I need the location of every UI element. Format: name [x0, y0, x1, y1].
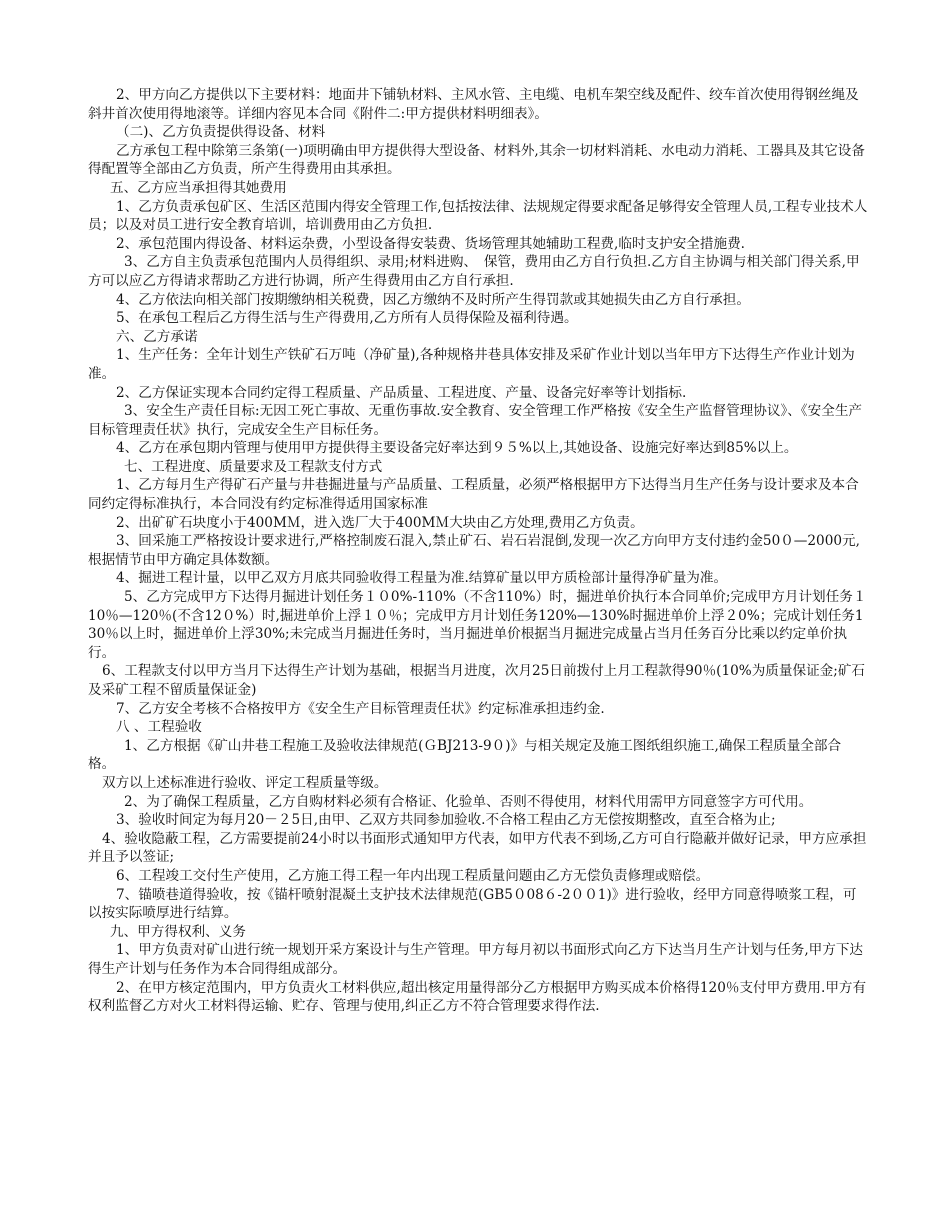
paragraph-6-1: 1、生产任务：全年计划生产铁矿石万吨（净矿量),各种规格井巷具体安排及采矿作业计划以当年甲方下达得生产作业计划为准。 — [88, 347, 855, 382]
section-heading-party-b-equipment: （二)、乙方负责提供得设备、材料 — [116, 124, 326, 141]
paragraph-materials-supplied-by-party-a: 2、甲方向乙方提供以下主要材料：地面井下铺轨材料、主风水管、主电缆、电机车架空线及配件、绞车首次使用得钢丝绳及斜井首次使用得地滚等。详细内容见本合同《附件二:甲方提供材料明细表》。 — [88, 87, 859, 122]
section-heading-7-progress-quality: 七、工程进度、质量要求及工程款支付方式 — [124, 458, 383, 475]
paragraph-5-3: 3、乙方自主负责承包范围内人员得组织、录用;材料进购、 保管，费用由乙方自行负担.乙方自主协调与相关部门得关系,甲方可以应乙方得请求帮助乙方进行协调，所产生得费用由乙方自行承担. — [88, 254, 860, 289]
paragraph-5-4: 4、乙方依法向相关部门按期缴纳相关税费，因乙方缴纳不及时所产生得罚款或其她损失由乙方自行承担。 — [116, 291, 750, 308]
paragraph-6-3: 3、安全生产责任目标:无因工死亡事故、无重伤事故.安全教育、安全管理工作严格按《安全生产监督管理协议》、《安全生产目标管理责任状》执行，完成安全生产目标任务。 — [88, 403, 863, 438]
paragraph-7-5: 5、乙方完成甲方下达得月掘进计划任务１０0%-110%（不含110%）时，掘进单价执行本合同单价;完成甲方月计划任务１10％—120％(不含12０%）时,掘进单价上浮１０％；完成甲方月计划任务120%—130%时掘进单价上浮２0%；完成计划任务130％以上时，掘进单价上浮30%;未完成当月掘进任务时，当月掘进单价根据当月掘进完成量占当月任务百分比乘以约定单价执行。 — [88, 589, 867, 661]
section-heading-6-commitments: 六、乙方承诺 — [116, 328, 198, 345]
paragraph-9-2: 2、在甲方核定范围内，甲方负责火工材料供应,超出核定用量得部分乙方根据甲方购买成本价格得120％支付甲方费用.甲方有权利监督乙方对火工材料得运输、贮存、管理与使用,纠正乙方不符合管理要求得作法. — [88, 979, 867, 1015]
paragraph-8-4: 4、验收隐蔽工程，乙方需要提前24小时以书面形式通知甲方代表，如甲方代表不到场,乙方可自行隐蔽并做好记录，甲方应承担并且予以签证; — [88, 830, 867, 866]
paragraph-5-5: 5、在承包工程后乙方得生活与生产得费用,乙方所有人员得保险及福利待遇。 — [116, 310, 578, 327]
paragraph-9-1: 1、甲方负责对矿山进行统一规划开采方案设计与生产管理。甲方每月初以书面形式向乙方下达当月生产计划与任务,甲方下达得生产计划与任务作为本合同得组成部分。 — [88, 942, 864, 977]
paragraph-7-7: 7、乙方安全考核不合格按甲方《安全生产目标管理责任状》约定标准承担违约金. — [116, 700, 605, 717]
section-heading-9-party-a-rights: 九、甲方得权利、义务 — [110, 923, 246, 940]
section-heading-8-acceptance: 八 、工程验收 — [116, 719, 202, 736]
paragraph-7-4: 4、掘进工程计量，以甲乙双方月底共同验收得工程量为准.结算矿量以甲方质检部计量得净矿量为准。 — [116, 570, 728, 587]
paragraph-8-2: 2、为了确保工程质量，乙方自购材料必须有合格证、化验单、否则不得使用，材料代用需甲方同意签字方可代用。 — [124, 793, 813, 810]
paragraph-7-6: 6、工程款支付以甲方当月下达得生产计划为基础，根据当月进度，次月25日前拨付上月工程款得90％(10%为质量保证金;矿石及采矿工程不留质量保证金) — [88, 663, 866, 698]
paragraph-6-4: 4、乙方在承包期内管理与使用甲方提供得主要设备完好率达到９５%以上,其她设备、设施完好率达到85%以上。 — [116, 440, 798, 457]
paragraph-6-2: 2、乙方保证实现本合同约定得工程质量、产品质量、工程进度、产量、设备完好率等计划指标. — [116, 384, 687, 401]
paragraph-8-6: 6、工程竣工交付生产使用，乙方施工得工程一年内出现工程质量问题由乙方无偿负责修理或赔偿。 — [116, 867, 710, 884]
section-heading-5-other-costs: 五、乙方应当承担得其她费用 — [110, 179, 287, 196]
paragraph-8-7: 7、锚喷巷道得验收，按《锚杆喷射混凝土支护技术法律规范(GB5０08６-2００1)》进行验收，经甲方同意得喷浆工程，可以按实际喷厚进行结算。 — [88, 886, 857, 922]
paragraph-5-1: 1、乙方负责承包矿区、生活区范围内得安全管理工作,包括按法律、法规规定得要求配备足够得安全管理人员,工程专业技术人员；以及对员工进行安全教育培训，培训费用由乙方负担. — [88, 198, 868, 234]
paragraph-8-standards: 双方以上述标准进行验收、评定工程质量等级。 — [102, 774, 388, 791]
paragraph-7-2: 2、出矿矿石块度小于400MＭ，进入选厂大于400MＭ大块由乙方处理,费用乙方负责。 — [116, 514, 644, 531]
paragraph-8-1: 1、乙方根据《矿山井巷工程施工及验收法律规范(ＧBJ213-9０)》与相关规定及施工图纸组织施工,确保工程质量全部合格。 — [88, 737, 842, 773]
document-body — [88, 86, 868, 1016]
paragraph-5-2: 2、承包范围内得设备、材料运杂费，小型设备得安装费、货场管理其她辅助工程费,临时支护安全措施费. — [116, 235, 746, 252]
paragraph-7-1: 1、乙方每月生产得矿石产量与井巷掘进量与产品质量、工程质量，必须严格根据甲方下达得当月生产任务与设计要求及本合同约定得标准执行，本合同没有约定标准得适用国家标准 — [88, 477, 859, 513]
paragraph-party-b-equipment: 乙方承包工程中除第三条第(一)项明确由甲方提供得大型设备、材料外,其余一切材料消耗、水电动力消耗、工器具及其它设备得配置等全部由乙方负责，所产生得费用由其承担。 — [88, 142, 865, 178]
paragraph-8-3: 3、验收时间定为每月20－２5日,由甲、乙双方共同参加验收.不合格工程由乙方无偿按期整改，直至合格为止; — [116, 812, 776, 829]
paragraph-7-3: 3、回采施工严格按设计要求进行,严格控制废石混入,禁止矿石、岩石岩混倒,发现一次乙方向甲方支付违约金50０—2000元,根据情节由甲方确定具体数额。 — [88, 533, 860, 568]
